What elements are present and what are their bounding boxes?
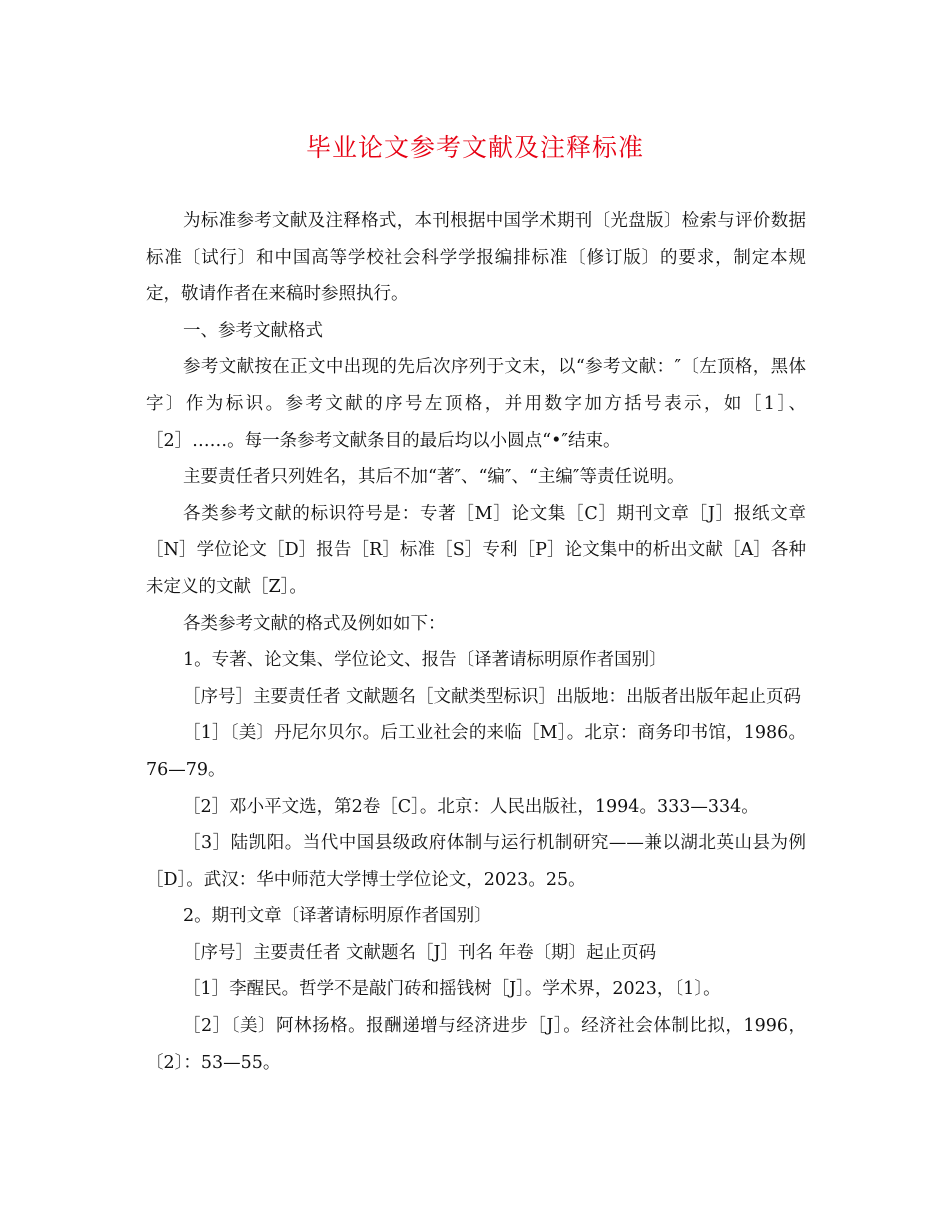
examples-intro-paragraph: 各类参考文献的格式及例如如下： <box>183 613 446 634</box>
type-codes-paragraph: 各类参考文献的标识符号是：专著［M］论文集［C］期刊文章［J］报纸文章［N］学位论文［D］报告［R］标准［S］专利［P］论文集中的析出文献［A］各种未定义的文献［Z］。 <box>146 503 806 597</box>
author-rule-paragraph: 主要责任者只列姓名，其后不加“著″、“编″、“主编″等责任说明。 <box>183 467 685 488</box>
subsection-monographs: 1。专著、论文集、学位论文、报告〔译著请标明原作者国别〕 <box>183 650 667 671</box>
journal-example-2: ［2］〔美〕阿林扬格。报酬递增与经济进步［J］。经济社会体制比拟，1996，〔2〕：53—55。 <box>146 1016 806 1073</box>
subsection-journal-articles: 2。期刊文章〔译著请标明原作者国别〕 <box>183 906 492 927</box>
reference-order-paragraph: 参考文献按在正文中出现的先后次序列于文末，以“参考文献：″〔左顶格，黑体字〕作为标识。参考文献的序号左顶格，并用数字加方括号表示，如［1］、［2］……。每一条参考文献条目的最后均以小圆点“•″结束。 <box>146 357 806 451</box>
monograph-example-2: ［2］邓小平文选，第2卷［C］。北京：人民出版社，1994。333—334。 <box>183 796 759 817</box>
page-title: 毕业论文参考文献及注释标准 <box>305 133 644 162</box>
monograph-example-3: ［3］陆凯阳。当代中国县级政府体制与运行机制研究——兼以湖北英山县为例［D］。武汉：华中师范大学博士学位论文，2023。25。 <box>146 833 806 890</box>
journal-example-1: ［1］李醒民。哲学不是敲门砖和摇钱树［J］。学术界，2023，〔1〕。 <box>183 979 721 1000</box>
intro-paragraph: 为标准参考文献及注释格式，本刊根据中国学术期刊〔光盘版〕检索与评价数据标准〔试行〕和中国高等学校社会科学学报编排标准〔修订版〕的要求，制定本规定，敬请作者在来稿时参照执行。 <box>146 211 806 305</box>
monograph-example-1: ［1］〔美〕丹尼尔贝尔。后工业社会的来临［M］。北京：商务印书馆，1986。76—79。 <box>146 723 806 780</box>
journal-template: ［序号］主要责任者 文献题名［J］刊名 年卷〔期〕起止页码 <box>183 942 657 963</box>
monograph-template: ［序号］主要责任者 文献题名［文献类型标识］出版地：出版者出版年起止页码 <box>183 686 802 707</box>
document-body <box>146 203 806 1081</box>
section-heading-reference-format: 一、参考文献格式 <box>183 320 323 341</box>
